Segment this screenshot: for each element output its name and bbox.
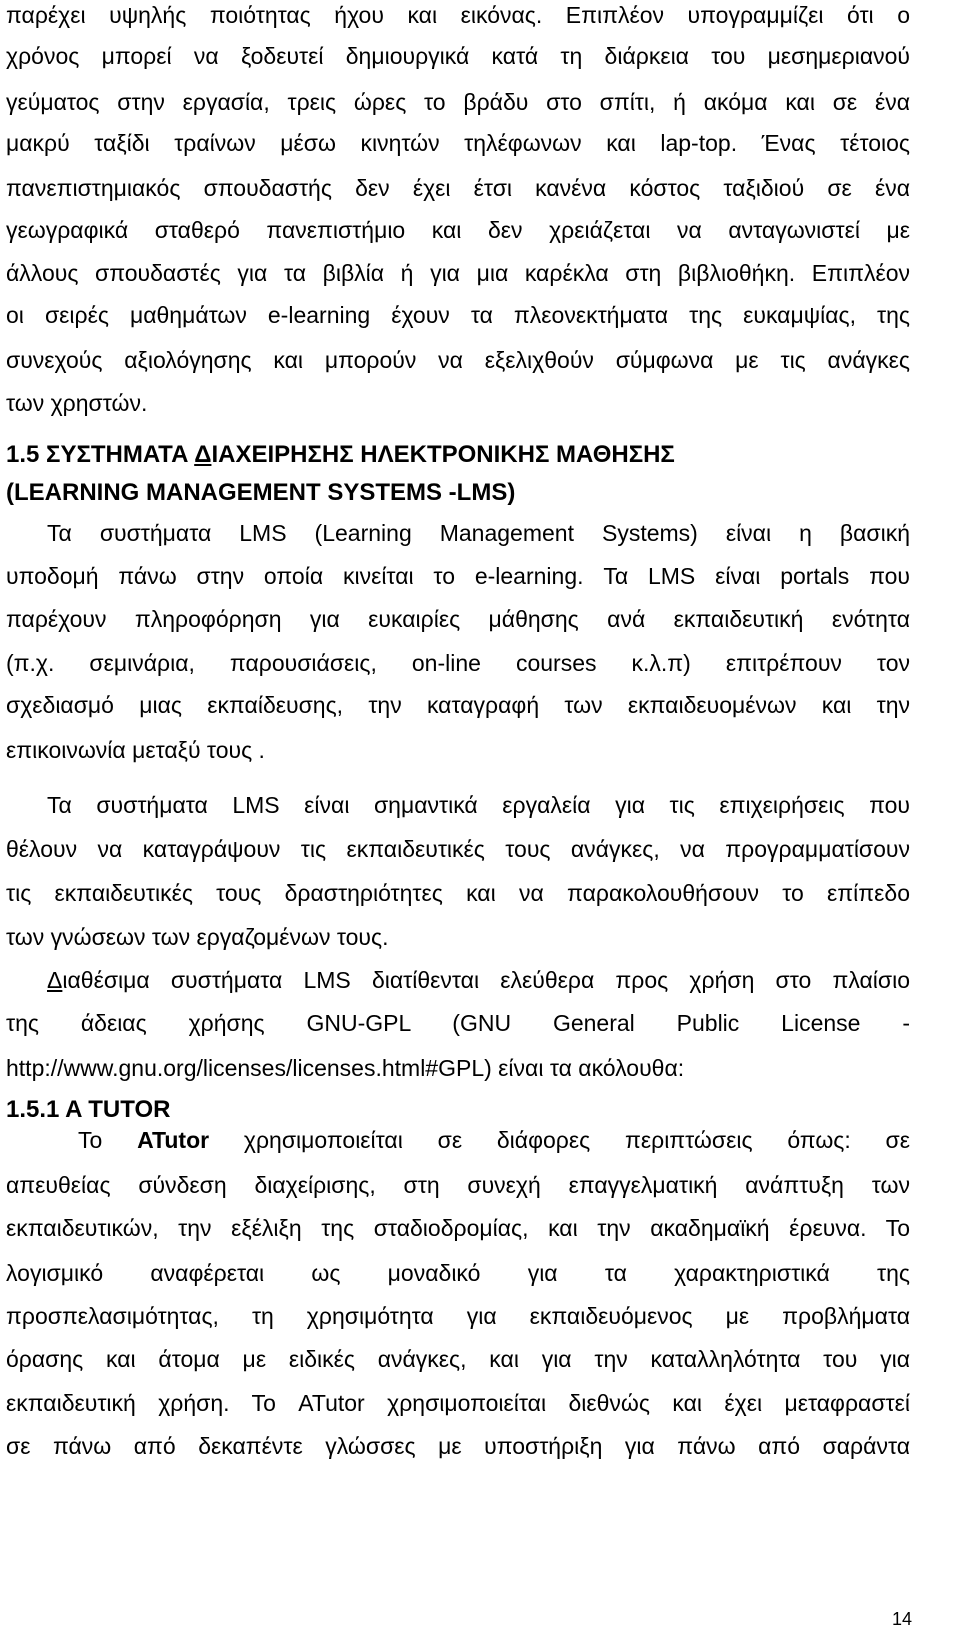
text-line: γεύματος στην εργασία, τρεις ώρες το βράδυ στο σπίτι, ή ακόμα και σε ένα — [6, 89, 910, 115]
text-line — [47, 965, 910, 995]
text-line: εκπαιδευτική χρήση. Το ATutor χρησιμοποιείται διεθνώς και έχει μεταφραστεί — [6, 1390, 910, 1416]
text-line: εκπαιδευτικών, την εξέλιξη της σταδιοδρομίας, και την ακαδημαϊκή έρευνα. Το — [6, 1215, 910, 1241]
text-line: των γνώσεων των εργαζομένων τους. — [6, 924, 389, 950]
text-line: λογισμικό αναφέρεται ως μοναδικό για τα χαρακτηριστικά της — [6, 1260, 910, 1286]
text-span: Το — [78, 1127, 103, 1153]
text-line: υποδομή πάνω στην οποία κινείται το e-learning. Τα LMS είναι portals που — [6, 563, 910, 589]
text-line: απευθείας σύνδεση διαχείρισης, στη συνεχή επαγγελματική ανάπτυξη των — [6, 1172, 910, 1198]
text-line: όρασης και άτομα με ειδικές ανάγκες, και για την καταλληλότητα του για — [6, 1346, 910, 1372]
heading-lead-word: ΣΥΣΤΗΜΑΤΑ — [46, 441, 189, 468]
text-span: χρησιμοποιείται σε διάφορες περιπτώσεις όπως: σε — [243, 1127, 911, 1153]
text-line: επικοινωνία μεταξύ τους . — [6, 737, 265, 763]
text-line: προσπελασιμότητας, τη χρησιμότητα για εκπαιδευόμενος με προβλήματα — [6, 1303, 910, 1329]
text-line: πανεπιστημιακός σπουδαστής δεν έχει έτσι κανένα κόστος ταξιδιού σε ένα — [6, 175, 910, 201]
page-number: 14 — [891, 1609, 912, 1629]
text-line: Τα συστήματα LMS (Learning Management Systems) είναι η βασική — [47, 520, 910, 546]
text-line: άλλους σπουδαστές για τα βιβλία ή για μια καρέκλα στη βιβλιοθήκη. Επιπλέον — [6, 260, 910, 286]
text-line: παρέχει υψηλής ποιότητας ήχου και εικόνας. Επιπλέον υπογραμμίζει ότι ο — [6, 2, 910, 28]
bold-term: ATutor — [137, 1127, 210, 1153]
text-line: μακρύ ταξίδι τραίνων μέσω κινητών τηλέφωνων και lap-top. Ένας τέτοιος — [6, 130, 910, 156]
text-line — [78, 1125, 910, 1155]
text-line: της άδειας χρήσης GNU-GPL (GNU General Public License - — [6, 1010, 910, 1036]
heading-number: 1.5 — [6, 441, 40, 468]
text-line: Τα συστήματα LMS είναι σημαντικά εργαλεία για τις επιχειρήσεις που — [47, 792, 910, 818]
section-heading-subtitle: (LEARNING MANAGEMENT SYSTEMS -LMS) — [6, 479, 516, 506]
text-line: σχεδιασμό μιας εκπαίδευσης, την καταγραφή των εκπαιδευομένων και την — [6, 692, 910, 718]
section-heading — [6, 440, 675, 470]
text-line: παρέχουν πληροφόρηση για ευκαιρίες μάθησης ανά εκπαιδευτική ενότητα — [6, 606, 910, 632]
underlined-initial: Δ — [47, 967, 63, 993]
text-line: χρόνος μπορεί να ξοδευτεί δημιουργικά κατά τη διάρκεια του μεσημεριανού — [6, 43, 910, 69]
text-line: οι σειρές μαθημάτων e-learning έχουν τα πλεονεκτήματα της ευκαμψίας, της — [6, 302, 910, 328]
text-line: σε πάνω από δεκαπέντε γλώσσες με υποστήριξη για πάνω από σαράντα — [6, 1433, 910, 1459]
text-line: γεωγραφικά σταθερό πανεπιστήμιο και δεν χρειάζεται να ανταγωνιστεί με — [6, 217, 910, 243]
heading-underlined-letter: Δ — [194, 441, 212, 468]
text-line: (π.χ. σεμινάρια, παρουσιάσεις, on-line courses κ.λ.π) επιτρέπουν τον — [6, 650, 910, 676]
text-line: των χρηστών. — [6, 390, 148, 416]
text-span: ιαθέσιμα συστήματα LMS διατίθενται ελεύθερα προς χρήση στο πλαίσιο — [62, 967, 910, 993]
text-line: συνεχούς αξιολόγησης και μπορούν να εξελιχθούν σύμφωνα με τις ανάγκες — [6, 347, 910, 373]
heading-line1-rest: ΙΑΧΕΙΡΗΣΗΣ ΗΛΕΚΤΡΟΝΙΚΗΣ ΜΑΘΗΣΗΣ — [211, 441, 675, 468]
text-line: http://www.gnu.org/licenses/licenses.html#GPL) είναι τα ακόλουθα: — [6, 1055, 685, 1081]
subsection-heading: 1.5.1 A TUTOR — [6, 1096, 171, 1123]
text-line: τις εκπαιδευτικές τους δραστηριότητες και να παρακολουθήσουν το επίπεδο — [6, 880, 910, 906]
text-line: θέλουν να καταγράψουν τις εκπαιδευτικές τους ανάγκες, να προγραμματίσουν — [6, 836, 910, 862]
